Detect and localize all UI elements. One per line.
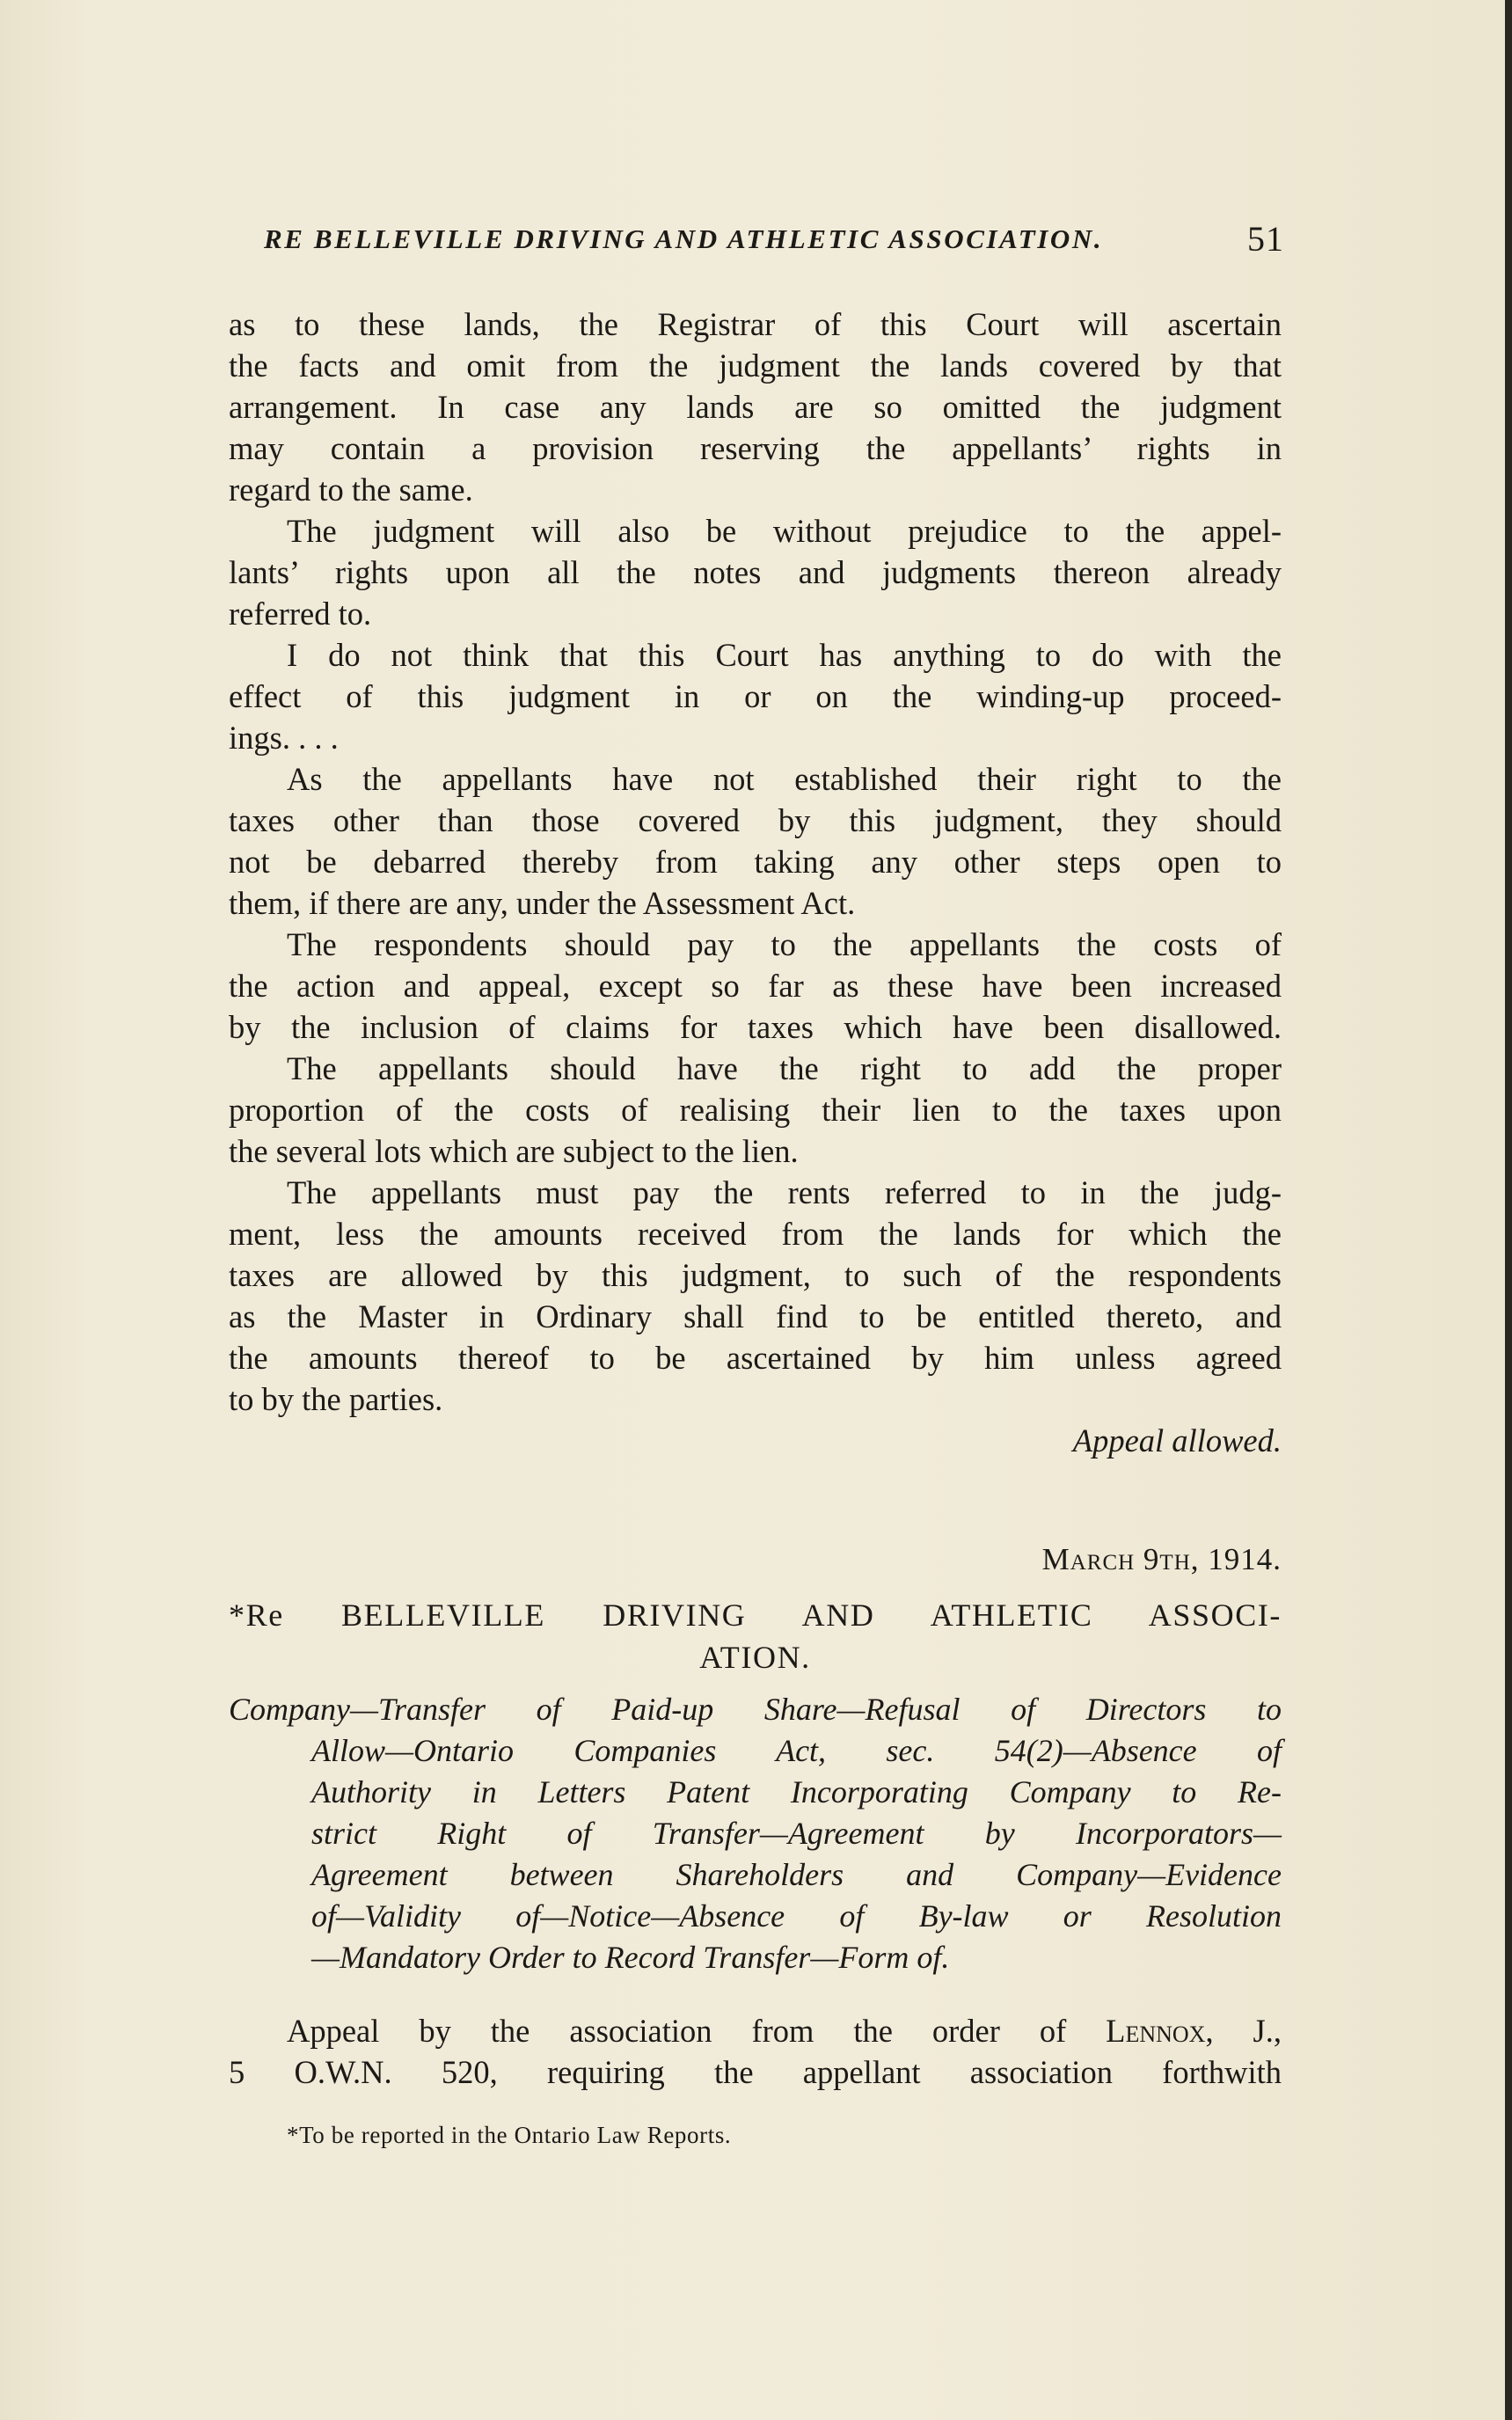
body-line: to by the parties. <box>229 1381 443 1417</box>
case-title-line: ATION. <box>699 1640 811 1675</box>
body-line: the several lots which are subject to the lien. <box>229 1133 799 1169</box>
body-line: The appellants should have the right to add the proper <box>287 1050 1282 1086</box>
body-line: The appellants must pay the rents referred to in the judg- <box>287 1174 1282 1210</box>
body-line: the facts and omit from the judgment the lands covered by that <box>229 347 1282 384</box>
body-line: as to these lands, the Registrar of this Court will ascertain <box>229 306 1282 342</box>
headnote-line: strict Right of Transfer—Agreement by Incorporators— <box>311 1816 1282 1851</box>
body-line: not be debarred thereby from taking any other steps open to <box>229 844 1282 880</box>
headnote-line: Allow—Ontario Companies Act, sec. 54(2)—Absence of <box>311 1733 1282 1768</box>
dateline: March 9th, 1914. <box>1041 1542 1282 1576</box>
body-line: taxes are allowed by this judgment, to such of the respondents <box>229 1257 1282 1293</box>
headnote-line: Company—Transfer of Paid-up Share—Refusal of Directors to <box>229 1692 1282 1727</box>
disposition: Appeal allowed. <box>1072 1422 1282 1459</box>
body-line: taxes other than those covered by this judgment, they should <box>229 802 1282 838</box>
body-line: them, if there are any, under the Assessment Act. <box>229 885 856 921</box>
running-head <box>264 218 1284 262</box>
body-line: proportion of the costs of realising their lien to the taxes upon <box>229 1092 1282 1128</box>
body-line: ment, less the amounts received from the lands for which the <box>229 1216 1282 1252</box>
judge-name: Lennox <box>1106 2013 1206 2049</box>
body-line: The judgment will also be without prejudice to the appel- <box>287 513 1282 549</box>
body-line: regard to the same. <box>229 472 473 508</box>
appeal-paragraph <box>229 2010 1282 2093</box>
body-line: referred to. <box>229 596 372 632</box>
running-title: RE BELLEVILLE DRIVING AND ATHLETIC ASSOCIATION. <box>264 223 1104 254</box>
headnote-line: —Mandatory Order to Record Transfer—Form of. <box>311 1940 950 1975</box>
body-line: as the Master in Ordinary shall find to be entitled thereto, and <box>229 1298 1282 1334</box>
body-line: by the inclusion of claims for taxes which have been disallowed. <box>229 1009 1282 1045</box>
case-title-line: *Re BELLEVILLE DRIVING AND ATHLETIC ASSOCI- <box>229 1597 1282 1633</box>
body-text <box>229 303 1282 1461</box>
body-line: arrangement. In case any lands are so omitted the judgment <box>229 389 1282 425</box>
headnote <box>229 1689 1282 1978</box>
body-line: As the appellants have not established their right to the <box>287 761 1282 797</box>
footnote: *To be reported in the Ontario Law Reports. <box>287 2122 732 2148</box>
appeal-line <box>229 2010 1282 2051</box>
case-title <box>229 1594 1282 1678</box>
body-line: ings. . . . <box>229 720 339 756</box>
headnote-line: Authority in Letters Patent Incorporating Company to Re- <box>311 1774 1282 1810</box>
body-line: effect of this judgment in or on the winding-up proceed- <box>229 678 1282 714</box>
body-line: the amounts thereof to be ascertained by him unless agreed <box>229 1340 1282 1376</box>
appeal-line: 5 O.W.N. 520, requiring the appellant association forthwith <box>229 2054 1282 2090</box>
body-line: The respondents should pay to the appellants the costs of <box>287 926 1282 962</box>
body-line: the action and appeal, except so far as these have been increased <box>229 968 1282 1004</box>
headnote-line: of—Validity of—Notice—Absence of By-law or Resolution <box>311 1898 1282 1934</box>
appeal-prefix: Appeal by the association from the order of <box>287 2013 1107 2049</box>
headnote-line: Agreement between Shareholders and Company—Evidence <box>311 1857 1282 1892</box>
body-line: I do not think that this Court has anything to do with the <box>287 637 1282 673</box>
appeal-suffix: , J., <box>1205 2013 1282 2049</box>
page-edge-shadow <box>1505 0 1512 2420</box>
body-line: may contain a provision reserving the appellants’ rights in <box>229 430 1282 466</box>
body-line: lants’ rights upon all the notes and judgments thereon already <box>229 554 1282 590</box>
page-number: 51 <box>1247 219 1284 259</box>
